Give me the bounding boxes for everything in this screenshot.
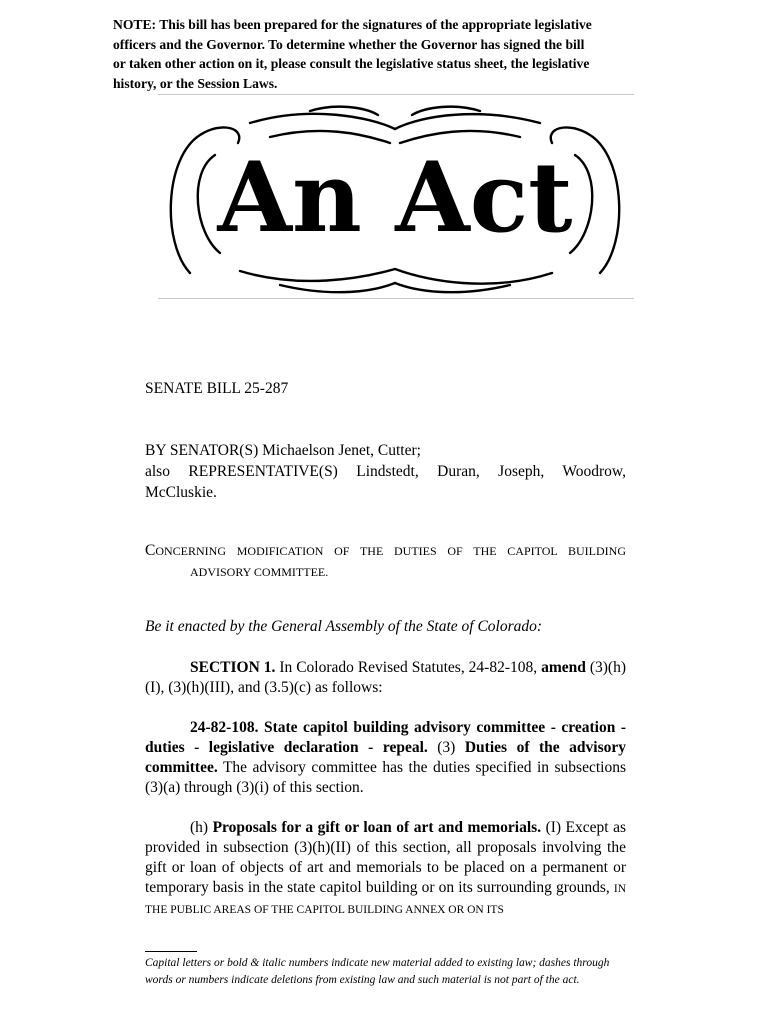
title-text: ONCERNING MODIFICATION OF THE DUTIES OF THE CAPITOL BUILDING bbox=[155, 544, 626, 558]
bill-title-line-continued: ADVISORY COMMITTEE. bbox=[190, 565, 329, 579]
section-text: In Colorado Revised Statutes, 24-82-108, bbox=[275, 659, 542, 676]
signature-note bbox=[113, 15, 658, 93]
bill-title bbox=[145, 540, 626, 583]
paragraph-title: Proposals for a gift or loan of art and memorials. bbox=[212, 819, 542, 836]
an-act-banner bbox=[160, 103, 630, 299]
senators-line: BY SENATOR(S) Michaelson Jenet, Cutter; bbox=[145, 442, 421, 459]
paragraph-text: (I) Except as provided in subsection (3)(h)(II) of this section, all proposals involving the gift or loan of objects of art and memorials to be placed on a permanent or temporary basis in the state capitol building or on its surrounding grounds, bbox=[145, 819, 626, 896]
footnote: Capital letters or bold & italic numbers indicate new material added to existing law; dashes through words or numbers indicate deletions from existing law and such material is not part of the act. bbox=[145, 957, 610, 986]
subsection-number: (3) bbox=[427, 739, 465, 756]
note-line: or taken other action on it, please consult the legislative status sheet, the legislative bbox=[113, 56, 590, 71]
enacting-clause: Be it enacted by the General Assembly of the State of Colorado: bbox=[145, 618, 543, 635]
bottom-divider bbox=[158, 298, 634, 299]
banner-title: An Act bbox=[217, 141, 573, 254]
amend-keyword: amend bbox=[541, 659, 586, 676]
footnote-divider bbox=[145, 951, 197, 952]
note-line: officers and the Governor. To determine whether the Governor has signed the bill bbox=[113, 36, 585, 52]
representatives-line-continued: McCluskie. bbox=[145, 484, 217, 501]
subsection-title: Duties of the advisory committee. bbox=[145, 739, 627, 776]
note-line: history, or the Session Laws. bbox=[113, 75, 278, 91]
paragraph-prefix: (h) bbox=[190, 819, 213, 836]
paragraph-h bbox=[145, 818, 626, 920]
section-1 bbox=[145, 658, 626, 698]
statute-title: 24-82-108. State capitol building advisory committee - creation - duties - legislative declaration - repeal. bbox=[145, 719, 626, 756]
statute-heading bbox=[145, 718, 626, 798]
sponsors bbox=[145, 440, 626, 503]
section-text-continued: (3)(h)(I), (3)(h)(III), and (3.5)(c) as follows: bbox=[145, 659, 626, 696]
title-initial: C bbox=[145, 542, 156, 559]
top-divider bbox=[158, 94, 634, 95]
bill-title-line bbox=[145, 540, 626, 562]
bill-number: SENATE BILL 25-287 bbox=[145, 380, 289, 397]
note-line: NOTE: This bill has been prepared for the signatures of the appropriate legislative bbox=[113, 17, 592, 32]
new-material-text: IN THE PUBLIC AREAS OF THE CAPITOL BUILDING ANNEX OR ON ITS bbox=[145, 883, 626, 916]
section-label: SECTION 1. bbox=[190, 659, 276, 676]
subsection-text: The advisory committee has the duties specified in subsections (3)(a) through (3)(i) of this section. bbox=[145, 759, 626, 796]
representatives-line: also REPRESENTATIVE(S) Lindstedt, Duran, Joseph, Woodrow, bbox=[145, 463, 626, 480]
